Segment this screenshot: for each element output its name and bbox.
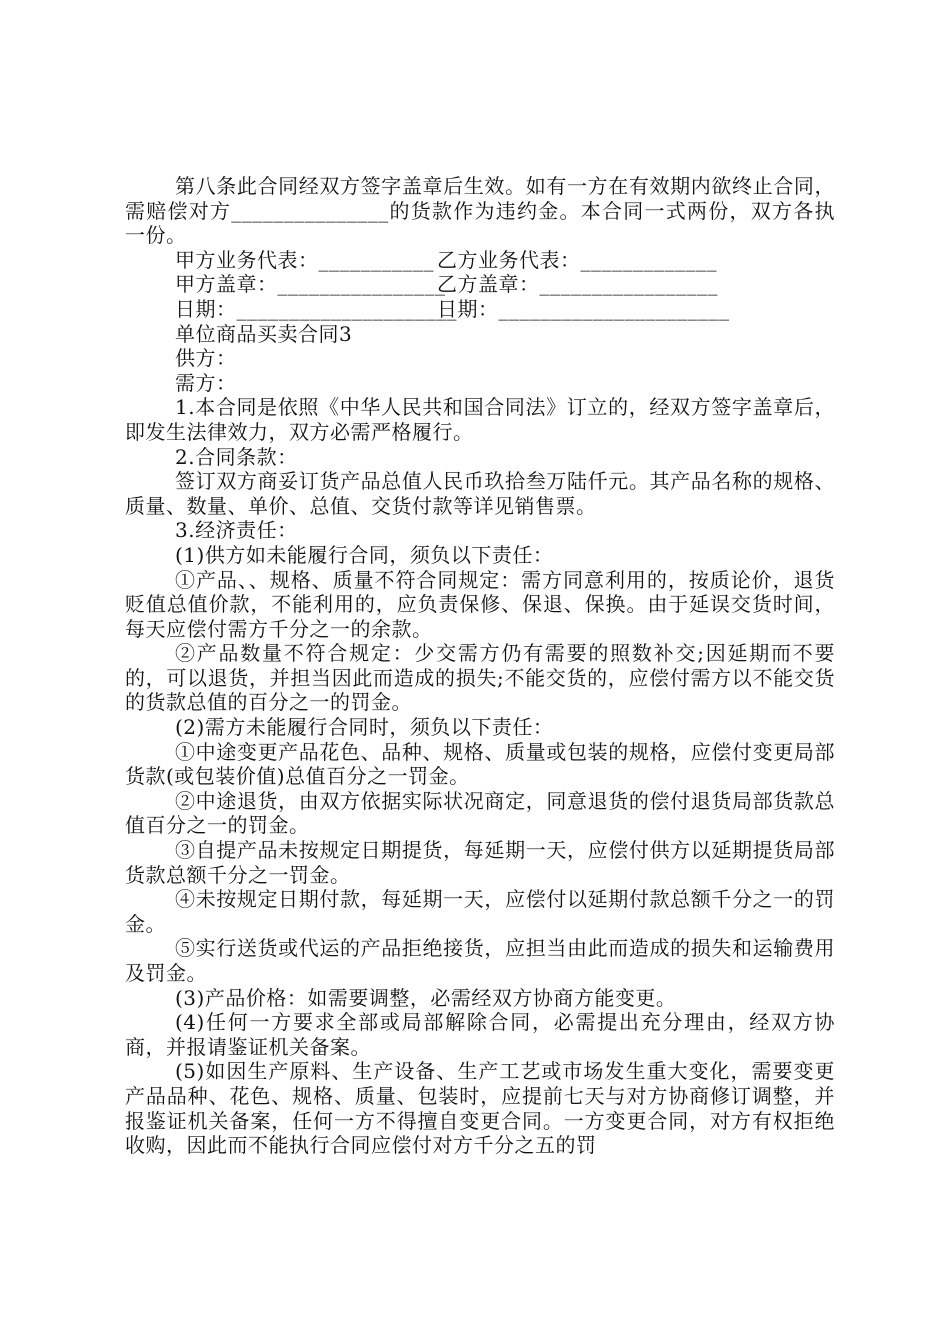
article-8-paragraph: 第八条此合同经双方签字盖章后生效。如有一方在有效期内欲终止合同，需赔偿对方_______________的货款作为违约金。本合同一式两份，双方各执一份。 (125, 174, 835, 248)
document-body (125, 174, 835, 1158)
party-a-representative-field: 甲方业务代表：___________ (175, 247, 434, 272)
clause-3-1-item-1: ①产品、、规格、质量不符合同规定：需方同意利用的，按质论价，退货贬值总值价款，不能利用的，应负责保修、保退、保换。由于延误交货时间，每天应偿付需方千分之一的余款。 (125, 567, 835, 641)
clause-3-3: (3)产品价格：如需要调整，必需经双方协商方能变更。 (175, 985, 677, 1010)
clause-3-2-item-2: ②中途退货，由双方依据实际状况商定，同意退货的偿付退货局部货款总值百分之一的罚金。 (125, 788, 835, 838)
party-a-seal-field: 甲方盖章：________________ (175, 272, 446, 297)
clause-3-2-item-3: ③自提产品未按规定日期提货，每延期一天，应偿付供方以延期提货局部货款总额千分之一罚金。 (125, 838, 835, 887)
supplier-line: 供方： (175, 346, 237, 371)
clause-2-heading: 2.合同条款： (175, 444, 298, 469)
signature-row-seal (125, 272, 835, 297)
clause-3-4: (4)任何一方要求全部或局部解除合同，必需提出充分理由，经双方协商，并报请鉴证机关备案。 (125, 1010, 835, 1059)
clause-2-body: 签订双方商妥订货产品总值人民币玖拾叁万陆仟元。其产品名称的规格、质量、数量、单价、总值、交货付款等详见销售票。 (125, 469, 835, 518)
clause-3-5: (5)如因生产原料、生产设备、生产工艺或市场发生重大变化，需要变更产品品种、花色、规格、质量、包装时，应提前七天与对方协商修订调整，并报鉴证机关备案，任何一方不得擅自变更合同。一方变更合同，对方有权拒绝收购，因此而不能执行合同应偿付对方千分之五的罚 (125, 1059, 835, 1158)
party-b-representative-field: 乙方业务代表：_____________ (437, 247, 717, 272)
contract-title: 单位商品买卖合同3 (175, 321, 353, 346)
clause-3-2-heading: (2)需方未能履行合同时，须负以下责任： (175, 715, 554, 740)
party-b-date-field: 日期：______________________ (437, 296, 730, 321)
clause-3-2-item-1: ①中途变更产品花色、品种、规格、质量或包装的规格，应偿付变更局部货款(或包装价值)总值百分之一罚金。 (125, 739, 835, 789)
signature-row-date (125, 297, 835, 322)
clause-3-heading: 3.经济责任： (175, 518, 298, 543)
clause-3-2-item-5: ⑤实行送货或代运的产品拒绝接货，应担当由此而造成的损失和运输费用及罚金。 (125, 936, 835, 985)
clause-1: 1.本合同是依照《中华人民共和国合同法》订立的，经双方签字盖章后，即发生法律效力，双方必需严格履行。 (125, 395, 835, 444)
clause-3-1-item-2: ②产品数量不符合规定：少交需方仍有需要的照数补交;因延期而不要的，可以退货，并担当因此而造成的损失;不能交货的，应偿付需方以不能交货的货款总值的百分之一的罚金。 (125, 641, 835, 715)
clause-3-1-heading: (1)供方如未能履行合同，须负以下责任： (175, 542, 554, 567)
party-b-seal-field: 乙方盖章：_________________ (437, 272, 718, 297)
signature-row-representative (125, 248, 835, 273)
clause-3-2-item-4: ④未按规定日期付款，每延期一天，应偿付以延期付款总额千分之一的罚金。 (125, 887, 835, 936)
buyer-line: 需方： (175, 370, 237, 395)
party-a-date-field: 日期：_____________________ (175, 296, 457, 321)
